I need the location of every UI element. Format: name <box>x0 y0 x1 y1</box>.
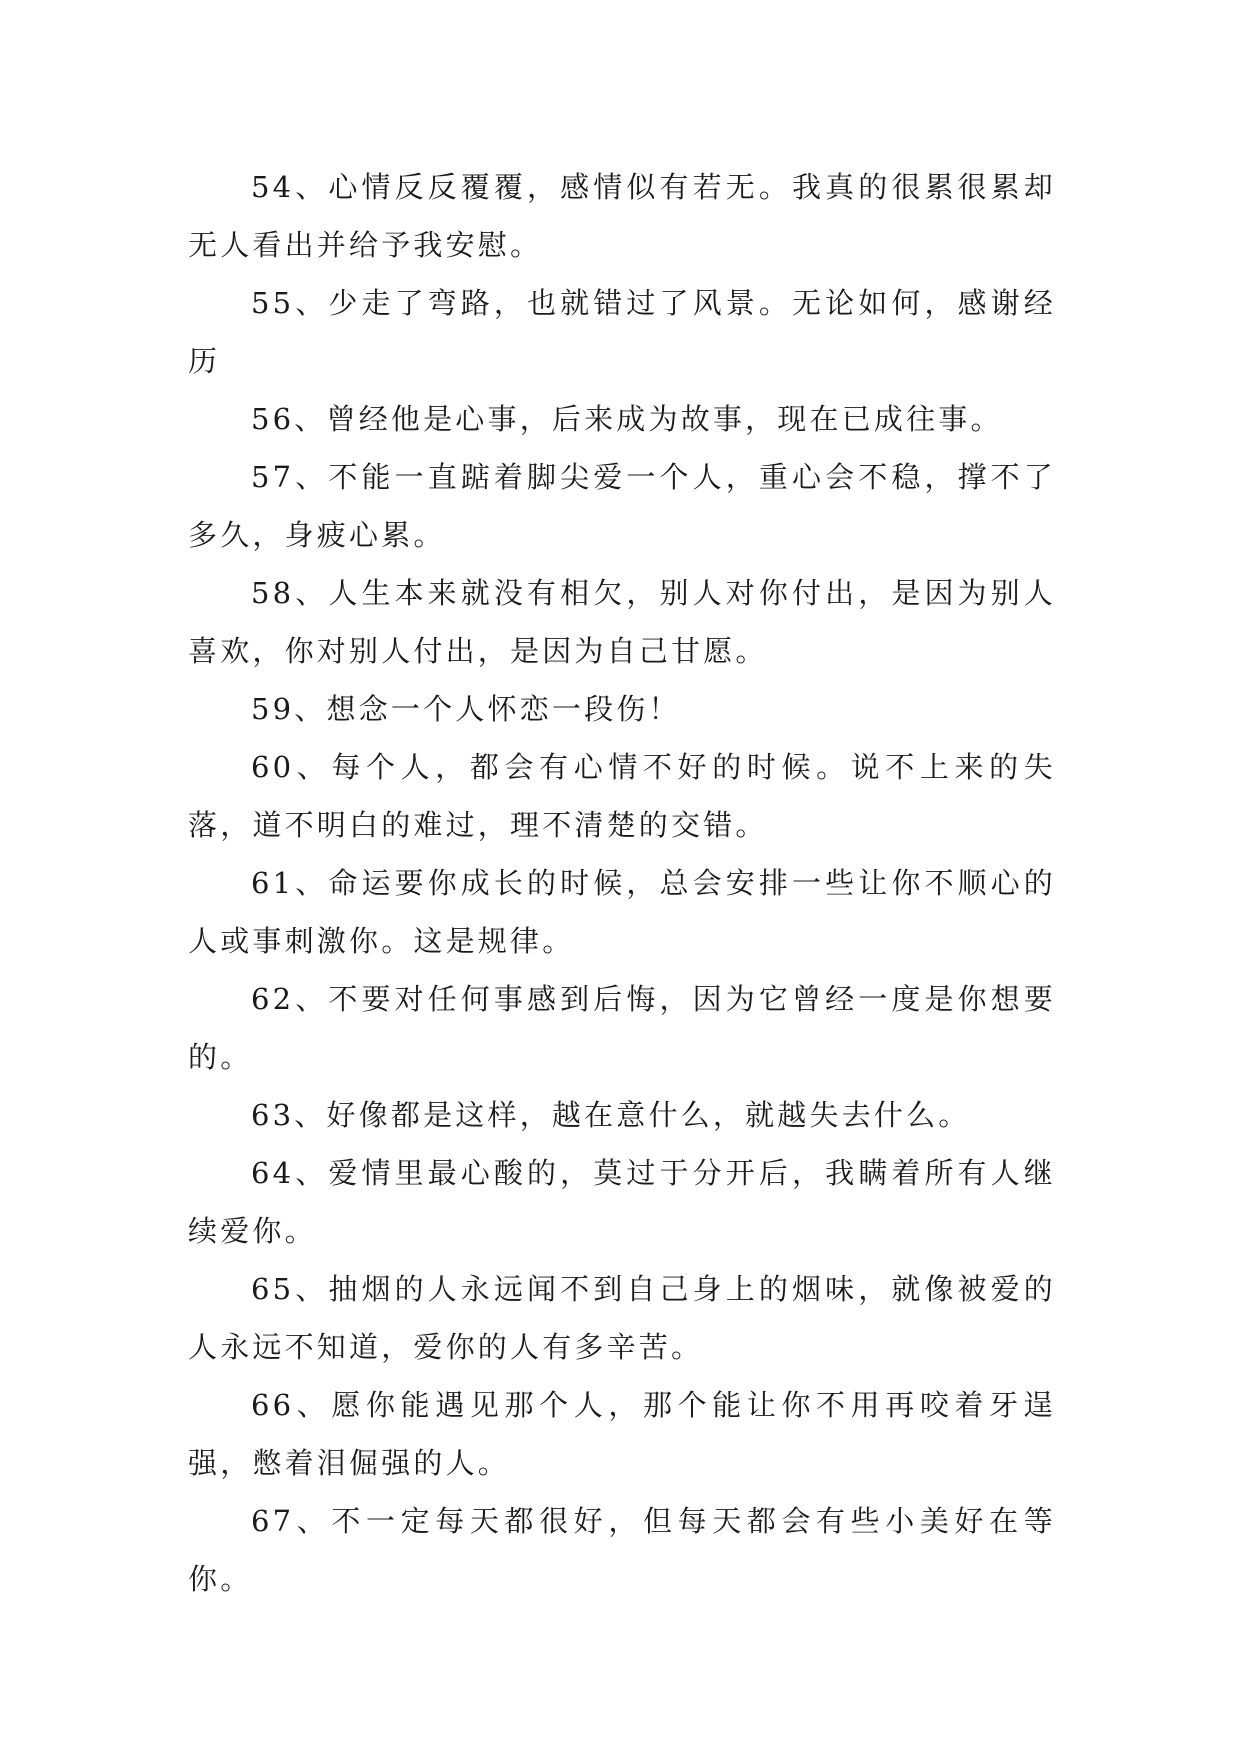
paragraph-56: 56、曾经他是心事，后来成为故事，现在已成往事。 <box>251 402 1003 436</box>
paragraph-54: 54、心情反反覆覆，感情似有若无。我真的很累很累却无人看出并给予我安慰。 <box>188 170 1056 262</box>
paragraph-59: 59、想念一个人怀恋一段伤！ <box>251 692 681 726</box>
paragraph-63: 63、好像都是这样，越在意什么，就越失去什么。 <box>251 1098 971 1132</box>
paragraph-65: 65、抽烟的人永远闻不到自己身上的烟味，就像被爱的人永远不知道，爱你的人有多辛苦。 <box>188 1272 1056 1364</box>
paragraph-62: 62、不要对任何事感到后悔，因为它曾经一度是你想要的。 <box>188 982 1056 1074</box>
paragraph-61: 61、命运要你成长的时候，总会安排一些让你不顺心的人或事刺激你。这是规律。 <box>188 866 1056 958</box>
paragraph-64: 64、爱情里最心酸的，莫过于分开后，我瞒着所有人继续爱你。 <box>188 1156 1056 1248</box>
paragraph-60: 60、每个人，都会有心情不好的时候。说不上来的失落，道不明白的难过，理不清楚的交错。 <box>188 750 1056 842</box>
paragraph-66: 66、愿你能遇见那个人，那个能让你不用再咬着牙逞强，憋着泪倔强的人。 <box>188 1388 1056 1480</box>
paragraph-67: 67、不一定每天都很好，但每天都会有些小美好在等你。 <box>188 1504 1056 1596</box>
paragraph-55: 55、少走了弯路，也就错过了风景。无论如何，感谢经历 <box>188 286 1056 378</box>
document-body <box>188 158 1056 1608</box>
paragraph-58: 58、人生本来就没有相欠，别人对你付出，是因为别人喜欢，你对别人付出，是因为自己甘愿。 <box>188 576 1056 668</box>
paragraph-57: 57、不能一直踮着脚尖爱一个人，重心会不稳，撑不了多久，身疲心累。 <box>188 460 1056 552</box>
